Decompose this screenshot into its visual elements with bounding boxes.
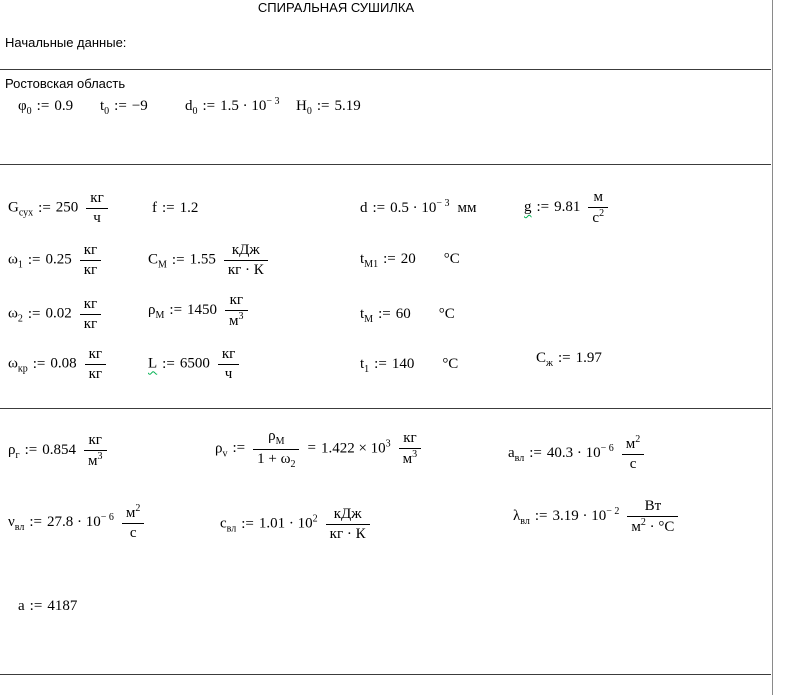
assign-op: := bbox=[29, 514, 43, 531]
value: 1.01 · 10 bbox=[258, 515, 313, 532]
value: 40.3 · 10 bbox=[546, 445, 601, 462]
result-value: 1.422 × 10 bbox=[320, 440, 386, 457]
unit-den-exponent: 3 bbox=[97, 450, 103, 462]
unit-fraction bbox=[122, 503, 145, 543]
expr-rho-v[interactable] bbox=[215, 427, 424, 471]
assign-op: := bbox=[29, 598, 43, 614]
var-sub: вл bbox=[226, 523, 237, 535]
value: 5.19 bbox=[334, 98, 361, 114]
var-sub: М1 bbox=[364, 259, 379, 270]
assign-op: := bbox=[374, 356, 387, 372]
var-base: ρ bbox=[215, 440, 223, 457]
expr-omega2[interactable] bbox=[8, 295, 104, 334]
unit-den-base: м bbox=[402, 451, 413, 467]
var-base: ω bbox=[8, 251, 18, 268]
assign-op: := bbox=[534, 508, 548, 525]
var-base: t bbox=[100, 98, 105, 114]
exponent: − 3 bbox=[266, 96, 280, 107]
expr-C-zh[interactable] bbox=[536, 350, 602, 369]
unit-den-exponent: 3 bbox=[412, 449, 418, 460]
unit-numerator: кг bbox=[88, 432, 102, 448]
value: 1.55 bbox=[189, 251, 216, 268]
assign-op: := bbox=[169, 302, 183, 319]
var-base: H bbox=[296, 98, 307, 114]
unit-den-suffix: · °C bbox=[645, 518, 675, 535]
var-base: t bbox=[360, 251, 365, 267]
var-base: ν bbox=[8, 514, 15, 531]
unit-denominator bbox=[627, 516, 678, 537]
value: −9 bbox=[131, 98, 148, 114]
assign-op: := bbox=[36, 98, 50, 114]
expr-lambda-vl[interactable] bbox=[513, 497, 681, 537]
unit-denominator: кг · К bbox=[326, 524, 370, 544]
unit-fraction bbox=[224, 241, 268, 280]
var-base: ρ bbox=[148, 302, 156, 319]
unit-denominator: с bbox=[622, 454, 645, 474]
unit-num-exponent: 2 bbox=[135, 503, 141, 514]
unit-denominator bbox=[588, 207, 608, 228]
num-sub: М bbox=[275, 436, 285, 447]
unit-num-base: м bbox=[125, 505, 136, 521]
exponent: − 2 bbox=[606, 506, 620, 518]
unit-numerator bbox=[122, 503, 145, 523]
assign-op: := bbox=[162, 355, 175, 372]
var-base: t bbox=[360, 306, 365, 322]
value: 6500 bbox=[179, 355, 210, 372]
var-base: t bbox=[360, 356, 365, 372]
unit-den-base: м bbox=[88, 452, 98, 469]
page-title[interactable]: СПИРАЛЬНАЯ СУШИЛКА bbox=[257, 0, 415, 15]
expr-a-vl[interactable] bbox=[508, 434, 647, 474]
unit-denominator: кг bbox=[80, 260, 101, 280]
unit-fraction bbox=[86, 189, 107, 228]
var-sub: вл bbox=[14, 522, 25, 534]
unit-denominator bbox=[225, 310, 248, 331]
value: 0.02 bbox=[45, 305, 72, 322]
unit-fraction bbox=[588, 188, 608, 228]
unit-numerator bbox=[622, 434, 645, 454]
expr-omega-kr[interactable] bbox=[8, 345, 109, 384]
separator-line bbox=[0, 674, 771, 675]
separator-line bbox=[0, 408, 771, 409]
unit-fraction bbox=[218, 345, 239, 384]
expr-nu-vl[interactable] bbox=[8, 503, 147, 543]
var-sub: 1 bbox=[17, 259, 23, 271]
unit-fraction bbox=[326, 505, 370, 544]
page-break-line bbox=[772, 0, 773, 695]
unit-num-base: м bbox=[625, 436, 636, 452]
unit-denominator bbox=[399, 448, 422, 469]
separator-line bbox=[0, 164, 771, 165]
expr-omega1[interactable] bbox=[8, 241, 104, 280]
var-base: ω bbox=[8, 305, 18, 322]
var-sub: ж bbox=[546, 358, 553, 369]
expr-phi0[interactable] bbox=[18, 98, 73, 117]
region-name-label[interactable]: Ростовская область bbox=[5, 76, 126, 91]
value: 250 bbox=[55, 199, 79, 216]
var-sub: М bbox=[364, 314, 374, 325]
unit-fraction bbox=[627, 497, 678, 537]
var-base: L bbox=[148, 355, 158, 372]
unit-denominator: ч bbox=[218, 364, 239, 384]
var-sub: 0 bbox=[104, 106, 110, 117]
unit-fraction bbox=[399, 429, 422, 469]
unit-fraction bbox=[80, 241, 101, 280]
var-base: ω bbox=[8, 355, 18, 372]
unit-numerator: Вт bbox=[644, 498, 662, 514]
assign-op: := bbox=[378, 306, 391, 322]
value: 0.08 bbox=[50, 355, 77, 372]
unit-denominator: ч bbox=[86, 208, 107, 228]
assign-op: := bbox=[162, 200, 175, 216]
var-sub: вл bbox=[514, 453, 525, 465]
assign-op: := bbox=[557, 350, 571, 366]
expr-rhoM[interactable] bbox=[148, 291, 251, 331]
value: 0.9 bbox=[54, 98, 74, 114]
value: 1.2 bbox=[179, 200, 199, 216]
value: 20 bbox=[400, 251, 416, 267]
unit-label: °C bbox=[442, 356, 459, 372]
unit-denominator: кг bbox=[85, 364, 106, 384]
expr-f[interactable] bbox=[152, 200, 198, 217]
value: 0.854 bbox=[42, 442, 76, 459]
var-base: d bbox=[360, 200, 368, 216]
var-base: c bbox=[220, 515, 227, 532]
value: 9.81 bbox=[554, 199, 581, 216]
unit-den-exponent: 3 bbox=[238, 310, 244, 322]
assign-op: := bbox=[27, 251, 41, 268]
unit-den-exponent: 2 bbox=[640, 516, 646, 528]
den-sub: 2 bbox=[290, 458, 296, 470]
unit-den-exponent: 2 bbox=[599, 207, 605, 219]
unit-numerator: кг bbox=[90, 190, 104, 206]
var-base: f bbox=[152, 200, 157, 216]
var-base: a bbox=[18, 598, 25, 614]
value: 140 bbox=[391, 356, 415, 372]
assign-op: := bbox=[232, 440, 246, 457]
exponent: 2 bbox=[312, 513, 318, 525]
var-sub: 0 bbox=[26, 106, 32, 117]
unit-fraction bbox=[225, 291, 248, 331]
unit-fraction bbox=[80, 295, 101, 334]
expr-t1[interactable] bbox=[360, 356, 458, 375]
unit-numerator: кг bbox=[221, 346, 236, 362]
expr-L[interactable] bbox=[148, 345, 242, 384]
expr-d0[interactable] bbox=[185, 96, 280, 117]
unit-denominator: кг · К bbox=[224, 260, 268, 280]
var-base: ρ bbox=[8, 442, 16, 459]
var-sub: М bbox=[155, 310, 165, 322]
value: 0.5 · 10 bbox=[390, 200, 437, 216]
value: 27.8 · 10 bbox=[47, 514, 101, 531]
value: 1450 bbox=[187, 302, 218, 319]
num-base: ρ bbox=[268, 428, 276, 444]
var-base: C bbox=[536, 350, 547, 366]
assign-op: := bbox=[372, 200, 386, 216]
unit-numerator: кДж bbox=[333, 506, 362, 522]
unit-den-base: с bbox=[592, 209, 600, 226]
assign-op: := bbox=[32, 355, 46, 372]
expr-c-vl[interactable] bbox=[220, 505, 373, 544]
var-base: C bbox=[148, 251, 159, 268]
assign-op: := bbox=[529, 445, 542, 462]
expr-a[interactable] bbox=[18, 598, 77, 615]
assign-op: := bbox=[24, 442, 38, 459]
value: 1.5 · 10 bbox=[220, 98, 267, 114]
unit-numerator: кг bbox=[403, 430, 417, 447]
assign-op: := bbox=[316, 98, 330, 114]
expr-rho-g[interactable] bbox=[8, 431, 110, 471]
unit-den-base: м bbox=[229, 312, 239, 329]
unit-numerator: м bbox=[593, 189, 603, 205]
expression-fraction bbox=[253, 427, 299, 471]
unit-num-exponent: 2 bbox=[635, 434, 641, 445]
expr-t0[interactable] bbox=[100, 98, 148, 117]
unit-label: мм bbox=[457, 200, 477, 216]
unit-fraction bbox=[84, 431, 107, 471]
value: 0.25 bbox=[45, 251, 72, 268]
unit-fraction bbox=[85, 345, 106, 384]
var-base: g bbox=[524, 199, 532, 216]
value: 60 bbox=[395, 306, 411, 322]
fraction-numerator bbox=[253, 427, 299, 449]
expr-d[interactable] bbox=[360, 198, 477, 217]
unit-numerator: кг bbox=[83, 296, 98, 312]
value: 3.19 · 10 bbox=[552, 508, 607, 525]
exponent: − 6 bbox=[600, 443, 614, 455]
unit-label: °C bbox=[443, 251, 460, 267]
assign-op: := bbox=[38, 199, 51, 216]
expr-H0[interactable] bbox=[296, 98, 361, 117]
var-sub: 2 bbox=[17, 313, 23, 325]
expr-g[interactable] bbox=[524, 188, 611, 228]
var-sub: 0 bbox=[192, 106, 198, 117]
var-base: d bbox=[185, 98, 193, 114]
var-base: φ bbox=[18, 98, 27, 114]
separator-line bbox=[0, 69, 771, 70]
var-base: λ bbox=[513, 508, 521, 525]
assign-op: := bbox=[27, 305, 41, 322]
var-sub: г bbox=[15, 450, 20, 462]
unit-denominator: с bbox=[122, 523, 145, 543]
assign-op: := bbox=[241, 515, 254, 532]
unit-den-base: м bbox=[631, 518, 641, 535]
var-sub: v bbox=[222, 448, 228, 460]
expr-G-suh[interactable] bbox=[8, 189, 111, 228]
var-base: a bbox=[508, 445, 515, 462]
var-sub: сух bbox=[18, 207, 34, 219]
value: 4187 bbox=[47, 598, 78, 614]
assign-op: := bbox=[114, 98, 127, 114]
var-sub: 0 bbox=[306, 106, 312, 117]
assign-op: := bbox=[171, 251, 185, 268]
initial-data-label[interactable]: Начальные данные: bbox=[5, 35, 127, 50]
var-sub: вл bbox=[520, 516, 530, 528]
unit-numerator: кг bbox=[229, 292, 244, 308]
equals-op: = bbox=[307, 440, 316, 457]
var-base: G bbox=[8, 199, 19, 216]
var-sub: М bbox=[158, 259, 167, 271]
unit-denominator: кг bbox=[80, 314, 101, 334]
assign-op: := bbox=[383, 251, 396, 267]
value: 1.97 bbox=[575, 350, 602, 366]
exponent: − 6 bbox=[100, 512, 114, 524]
unit-denominator bbox=[84, 450, 107, 471]
expr-tM[interactable] bbox=[360, 306, 455, 325]
expr-tM1[interactable] bbox=[360, 251, 460, 270]
var-sub: кр bbox=[17, 363, 28, 375]
expr-CM[interactable] bbox=[148, 241, 271, 280]
unit-numerator: кг bbox=[88, 346, 103, 362]
den-base: 1 + ω bbox=[257, 450, 291, 467]
var-sub: 1 bbox=[364, 364, 370, 375]
assign-op: := bbox=[536, 199, 550, 216]
unit-label: °C bbox=[438, 306, 455, 322]
unit-numerator: кДж bbox=[231, 242, 260, 258]
fraction-denominator bbox=[253, 449, 299, 472]
unit-fraction bbox=[622, 434, 645, 474]
result-exponent: 3 bbox=[385, 438, 391, 450]
unit-numerator: кг bbox=[83, 242, 98, 258]
exponent: − 3 bbox=[436, 198, 450, 209]
assign-op: := bbox=[202, 98, 216, 114]
